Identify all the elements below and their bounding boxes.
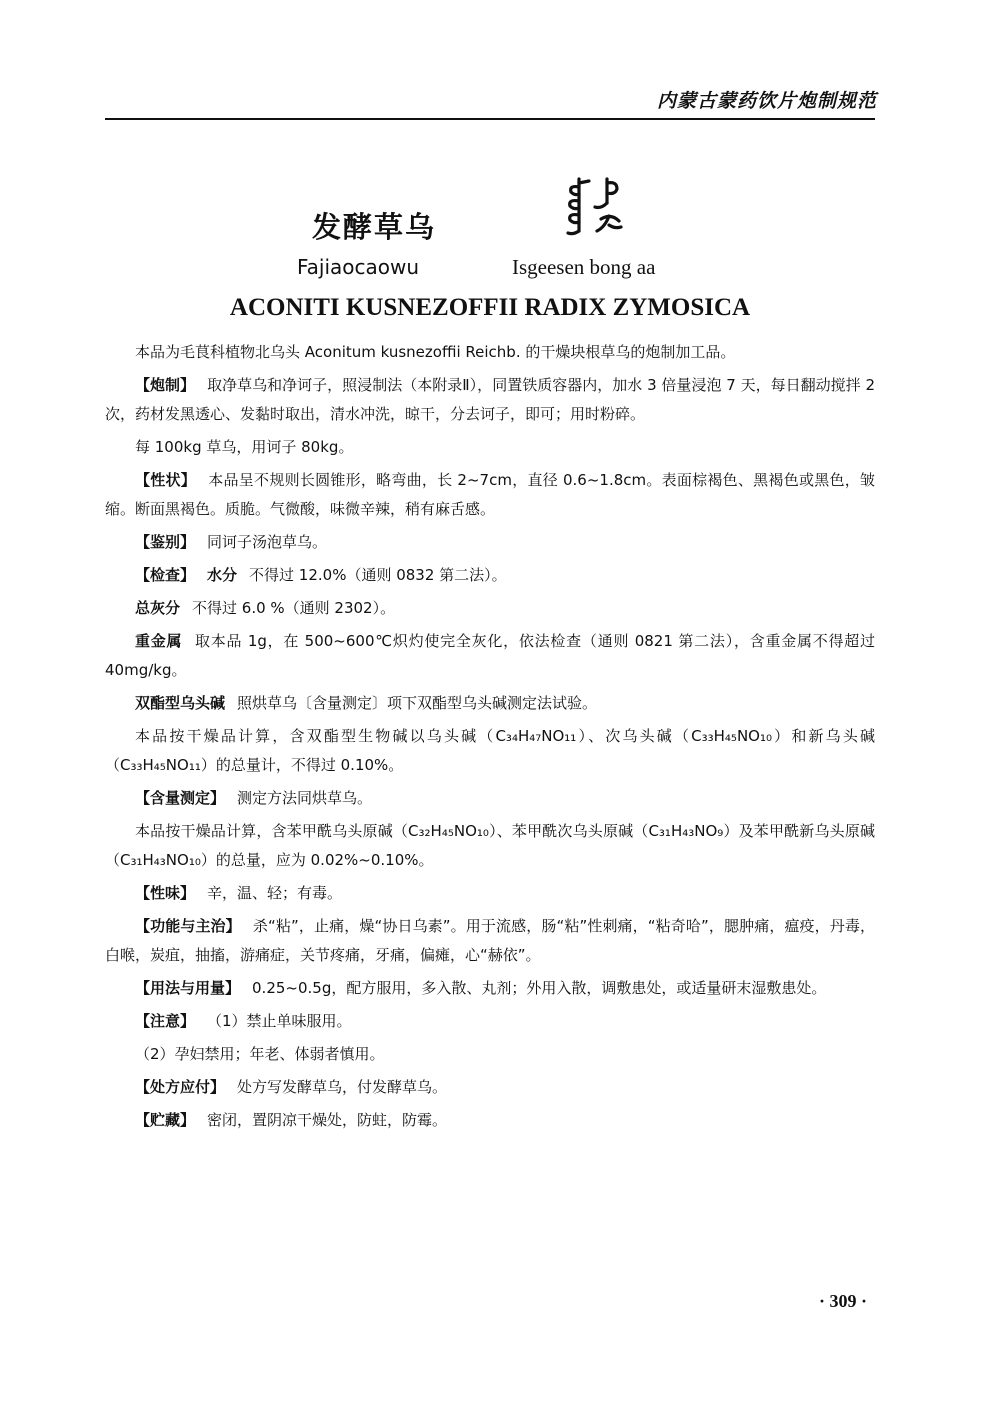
chinese-title: 发酵草乌 (312, 210, 437, 244)
caution-text-1: （1）禁止单味服用。 (207, 1012, 352, 1030)
description-paragraph (105, 466, 875, 524)
processing-ratio: 每 100kg 草乌，用诃子 80kg。 (135, 438, 354, 456)
processing-paragraph (105, 371, 875, 429)
processing-text: 取净草乌和净诃子，照浸制法（本附录Ⅱ），同置铁质容器内，加水 3 倍量浸泡 7 天，每日翻动搅拌 2 次，药材发黑透心、发黏时取出，清水冲洗，晾干，分去诃子，即可；用时粉碎。 (105, 376, 875, 423)
assay-text: 测定方法同烘草乌。 (237, 789, 373, 807)
ash-text: 不得过 6.0 %（通则 2302）。 (192, 599, 396, 617)
mongolian-script-title (565, 175, 625, 237)
description-text: 本品呈不规则长圆锥形，略弯曲，长 2~7cm，直径 0.6~1.8cm。表面棕褐色、黑褐色或黑色，皱缩。断面黑褐色。质脆。气微酸，味微辛辣，稍有麻舌感。 (105, 471, 875, 518)
usage-text: 0.25~0.5g，配方服用，多入散、丸剂；外用入散，调敷患处，或适量研末湿敷患处。 (252, 979, 827, 997)
running-header: 内蒙古蒙药饮片炮制规范 (656, 90, 877, 112)
inspection-label: 【检查】 (135, 566, 196, 584)
water-label: 水分 (207, 566, 238, 584)
nature-text: 辛，温、轻；有毒。 (207, 884, 343, 902)
prescription-label: 【处方应付】 (135, 1078, 226, 1096)
heavy-metal-label: 重金属 (135, 632, 183, 650)
identification-label: 【鉴别】 (135, 533, 196, 551)
prescription-paragraph (105, 1073, 875, 1102)
mongolian-latin-name: Isgeesen bong aa (512, 255, 656, 279)
assay-paragraph (105, 784, 875, 813)
latin-title: ACONITI KUSNEZOFFII RADIX ZYMOSICA (229, 294, 751, 321)
prescription-text: 处方写发酵草乌，付发酵草乌。 (237, 1078, 448, 1096)
caution-label: 【注意】 (135, 1012, 196, 1030)
description-label: 【性状】 (135, 471, 197, 489)
monograph-body (105, 338, 875, 1139)
water-text: 不得过 12.0%（通则 0832 第二法）。 (249, 566, 507, 584)
intro-paragraph: 本品为毛茛科植物北乌头 Aconitum kusnezoffii Reichb. 的干燥块根草乌的炮制加工品。 (135, 343, 736, 361)
caution-text-2: （2）孕妇禁用；年老、体弱者慎用。 (135, 1045, 385, 1063)
ash-label: 总灰分 (135, 599, 181, 617)
assay-limit: 本品按干燥品计算，含苯甲酰乌头原碱（C₃₂H₄₅NO₁₀）、苯甲酰次乌头原碱（C₃₁H₄₃NO₉）及苯甲酰新乌头原碱（C₃₁H₄₃NO₁₀）的总量，应为 0.02%~0.10%。 (105, 822, 875, 869)
function-label: 【功能与主治】 (135, 917, 241, 935)
inspection-paragraph (105, 561, 875, 590)
processing-label: 【炮制】 (135, 376, 196, 394)
diester-limit: 本品按干燥品计算，含双酯型生物碱以乌头碱（C₃₄H₄₇NO₁₁）、次乌头碱（C₃₃H₄₅NO₁₀）和新乌头碱（C₃₃H₄₅NO₁₁）的总量计，不得过 0.10%。 (105, 727, 875, 774)
heavy-metal-paragraph (105, 627, 875, 685)
diester-paragraph (105, 689, 875, 718)
ash-paragraph (105, 594, 875, 623)
nature-paragraph (105, 879, 875, 908)
function-paragraph (105, 912, 875, 970)
usage-label: 【用法与用量】 (135, 979, 241, 997)
assay-label: 【含量测定】 (135, 789, 226, 807)
usage-paragraph (105, 974, 875, 1003)
diester-label: 双酯型乌头碱 (135, 694, 226, 712)
diester-text: 照烘草乌〔含量测定〕项下双酯型乌头碱测定法试验。 (237, 694, 598, 712)
nature-label: 【性味】 (135, 884, 196, 902)
page-number: · 309 · (818, 1291, 867, 1311)
storage-label: 【贮藏】 (135, 1111, 196, 1129)
storage-paragraph (105, 1106, 875, 1135)
heavy-metal-text: 取本品 1g，在 500~600℃炽灼使完全灰化，依法检查（通则 0821 第二法），含重金属不得超过 40mg/kg。 (105, 632, 875, 679)
caution-paragraph (105, 1007, 875, 1036)
identification-text: 同诃子汤泡草乌。 (207, 533, 328, 551)
pinyin-name: Fajiaocaowu (297, 255, 420, 279)
header-rule (105, 118, 875, 120)
function-text: 杀“粘”，止痛，燥“协日乌素”。用于流感，肠“粘”性刺痛，“粘奇哈”，腮肿痛，瘟疫，丹毒，白喉，炭疽，抽搐，游痛症，关节疼痛，牙痛，偏瘫，心“赫依”。 (105, 917, 875, 964)
identification-paragraph (105, 528, 875, 557)
storage-text: 密闭，置阴凉干燥处，防蛀，防霉。 (207, 1111, 448, 1129)
